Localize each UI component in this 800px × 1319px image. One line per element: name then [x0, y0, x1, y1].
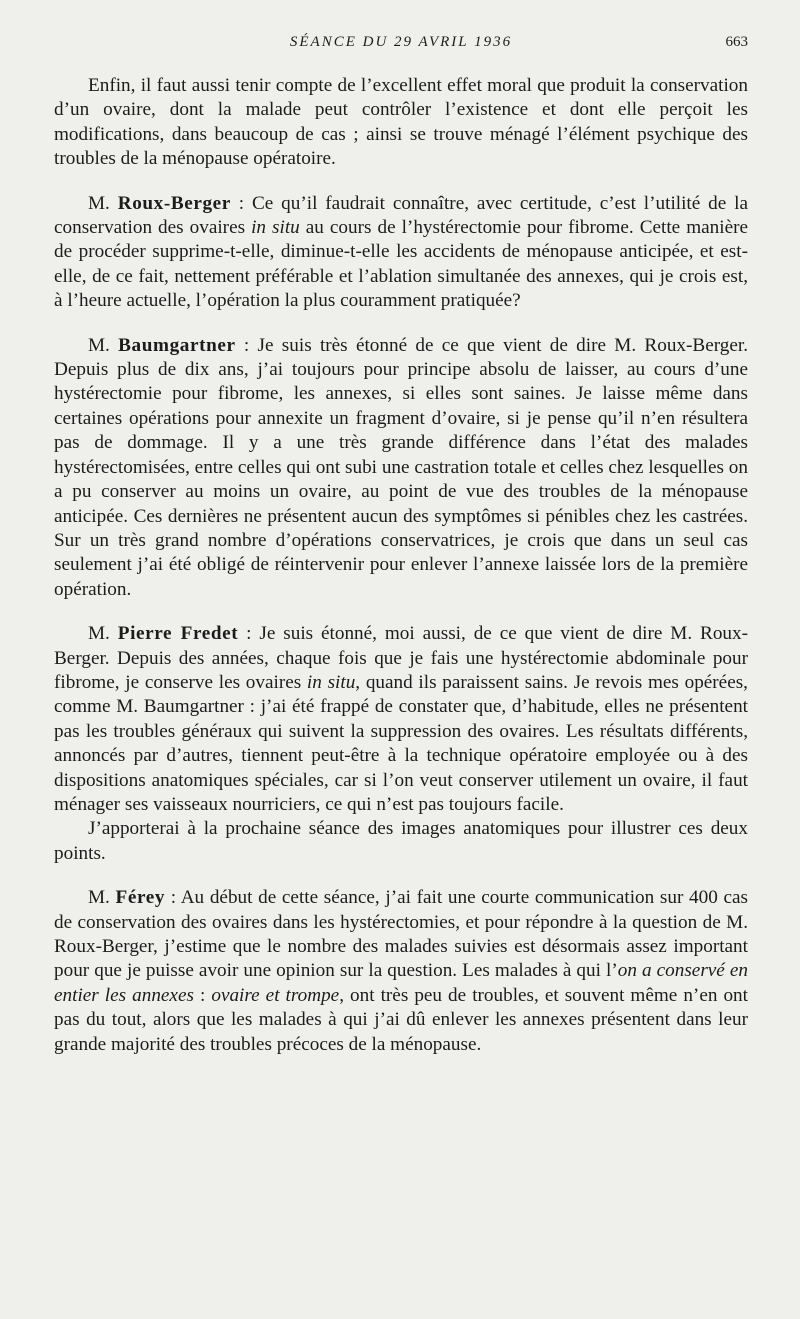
italic-term: on a conservé en entier les annexes — [54, 960, 748, 1006]
paragraph-text: : Je suis étonné, moi aussi, de ce que vient de dire M. Roux-Berger. Depuis des années, chaque fois que je fais une hystérectomie abdominale pour fibrome, je conserve les ovaires — [54, 623, 748, 693]
paragraph-text: , ont très peu de troubles, et souvent même n’en ont pas du tout, alors que les malades à qui j’ai dû enlever les annexes présentent dans leur grande majorité des troubles précoces de la ménopause. — [54, 984, 748, 1055]
paragraph-roux-berger — [54, 192, 748, 314]
speaker-name: Baumgartner — [118, 334, 236, 356]
page-number: 663 — [725, 34, 748, 50]
speaker-prefix: M. — [88, 334, 119, 356]
paragraph-text: : — [193, 984, 212, 1006]
paragraph-text: : Ce qu’il faudrait connaître, avec certitude, c’est l’utilité de la conservation des ovaires — [54, 192, 748, 239]
speaker-name: Roux-Berger — [117, 192, 231, 214]
speaker-prefix: M. — [88, 192, 118, 214]
paragraph-text: Enfin, il faut aussi tenir compte de l’excellent effet moral que produit la conservation d’un ovaire, dont la malade peut contrôler l’existence et dont elle perçoit les modifications, dans beaucoup de cas ; ainsi se trouve ménagé l’élément psychique des troubles de la ménopause opératoire. — [54, 75, 748, 170]
paragraph-fredet-continued — [54, 817, 748, 866]
paragraph-text: au cours de l’hystérectomie pour fibrome. Cette manière de procéder supprime-t-elle, diminue-t-elle les accidents de ménopause anticipée, et est-elle, de ce fait, nettement préférable et l’ablation simultanée des annexes, qui je crois est, à l’heure actuelle, l’opération la plus couramment pratiquée? — [54, 217, 748, 312]
paragraph-text: , quand ils paraissent sains. Je revois mes opérées, comme M. Baumgartner : j’ai été frappé de constater que, d’habitude, elles ne présentent pas les troubles généraux qui suivent la suppression des ovaires. Les résultats différents, annoncés par d’autres, tiennent peut-être à la technique opératoire employée ou à des dispositions anatomiques spéciales, car si l’on veut conserver utilement un ovaire, il faut ménager ses vaisseaux nourriciers, ce qui n’est pas toujours facile. — [54, 671, 748, 815]
italic-term: ovaire et trompe — [211, 984, 340, 1006]
paragraph-text: J’apporterai à la prochaine séance des images anatomiques pour illustrer ces deux points. — [54, 818, 748, 864]
speaker-name: Férey — [115, 887, 166, 909]
page — [54, 0, 748, 1319]
speaker-prefix: M. — [88, 887, 116, 909]
paragraph-baumgartner — [54, 334, 748, 602]
running-head — [54, 34, 748, 56]
italic-term: in situ — [306, 671, 356, 693]
paragraph-text: : Je suis très étonné de ce que vient de dire M. Roux-Berger. Depuis plus de dix ans, j’ai toujours pour principe absolu de laisser, au cours d’une hystérectomie pour fibrome, les annexes, si elles sont saines. Je laisse même dans certaines opérations pour annexite un fragment d’ovaire, si je pense qu’il n’en résultera pas de dommage. Il y a une très grande différence dans l’état des malades hystérectomisées, entre celles qui ont subi une castration totale et celles chez lesquelles on a pu conserver au moins un ovaire, au point de vue des troubles de la ménopause anticipée. Ces dernières ne présentent aucun des symptômes si pénibles chez les castrées. Sur un très grand nombre d’opérations conservatrices, je crois que dans un seul cas seulement j’ai été obligé de réintervenir pour enlever l’annexe laissée lors de la première opération. — [54, 334, 748, 600]
paragraph-ferey — [54, 886, 748, 1057]
speaker-name: Pierre Fredet — [117, 623, 239, 645]
running-title: SÉANCE DU 29 AVRIL 1936 — [289, 34, 513, 50]
paragraph-closing-remarks — [54, 74, 748, 172]
paragraph-text: : Au début de cette séance, j’ai fait une courte communication sur 400 cas de conservation des ovaires dans les hystérectomies, et pour répondre à la question de M. Roux-Berger, j’estime que le nombre des malades suivies est désormais assez important pour que je puisse avoir une opinion sur la question. Les malades à qui l’ — [54, 887, 749, 982]
body-text — [54, 74, 748, 1057]
paragraph-fredet — [54, 622, 748, 817]
speaker-prefix: M. — [88, 623, 118, 645]
italic-term: in situ — [251, 217, 300, 239]
